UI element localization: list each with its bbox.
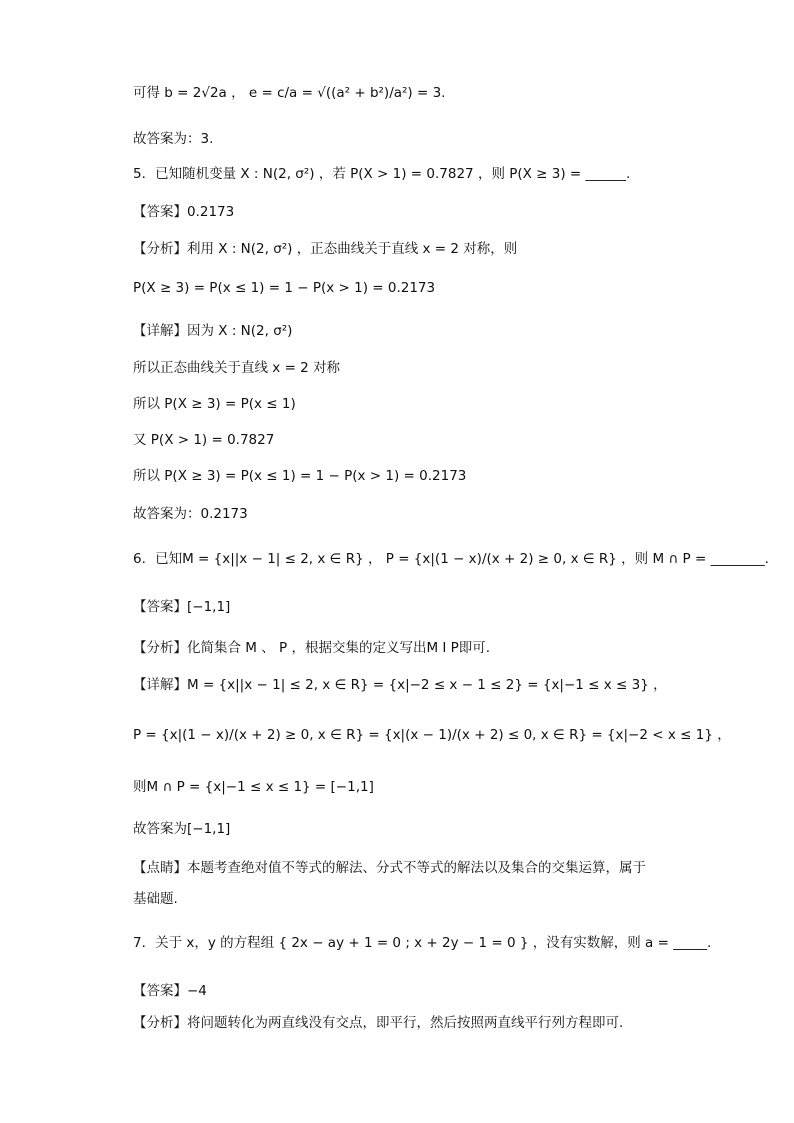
text-line-21: 基础题.	[133, 891, 178, 907]
text-line-15: 【分析】化简集合 M 、 P ，根据交集的定义写出M I P即可.	[133, 640, 491, 656]
text-line-19: 故答案为[−1,1]	[133, 821, 231, 837]
text-line-23: 【答案】−4	[133, 983, 207, 999]
text-line-2: 故答案为：3.	[133, 131, 214, 147]
text-line-4: 【答案】0.2173	[133, 204, 235, 220]
text-line-10: 又 P(X > 1) = 0.7827	[133, 432, 275, 448]
text-line-20: 【点睛】本题考查绝对值不等式的解法、分式不等式的解法以及集合的交集运算，属于	[133, 860, 646, 876]
text-line-18: 则M ∩ P = {x|−1 ≤ x ≤ 1} = [−1,1]	[133, 779, 374, 795]
text-line-12: 故答案为：0.2173	[133, 506, 248, 522]
text-line-11: 所以 P(X ≥ 3) = P(x ≤ 1) = 1 − P(x > 1) = 0.2173	[133, 468, 467, 484]
text-line-5: 【分析】利用 X : N(2, σ²) ，正态曲线关于直线 x = 2 对称，则	[133, 241, 518, 257]
text-line-13: 6．已知M = {x||x − 1| ≤ 2, x ∈ R} ， P = {x|(1 − x)/(x + 2) ≥ 0, x ∈ R} ，则 M ∩ P = ________.	[133, 551, 769, 567]
text-line-8: 所以正态曲线关于直线 x = 2 对称	[133, 360, 341, 376]
text-line-9: 所以 P(X ≥ 3) = P(x ≤ 1)	[133, 396, 296, 412]
text-line-7: 【详解】因为 X : N(2, σ²)	[133, 323, 293, 339]
text-line-17: P = {x|(1 − x)/(x + 2) ≥ 0, x ∈ R} = {x|(x − 1)/(x + 2) ≤ 0, x ∈ R} = {x|−2 < x ≤ 1} ，	[133, 727, 731, 743]
text-line-3: 5．已知随机变量 X : N(2, σ²) ，若 P(X > 1) = 0.7827 ，则 P(X ≥ 3) = ______.	[133, 166, 631, 182]
text-line-24: 【分析】将问题转化为两直线没有交点，即平行，然后按照两直线平行列方程即可.	[133, 1015, 624, 1031]
text-line-6: P(X ≥ 3) = P(x ≤ 1) = 1 − P(x > 1) = 0.2173	[133, 280, 436, 296]
text-line-16: 【详解】M = {x||x − 1| ≤ 2, x ∈ R} = {x|−2 ≤ x − 1 ≤ 2} = {x|−1 ≤ x ≤ 3} ，	[133, 677, 667, 693]
text-line-22: 7．关于 x，y 的方程组 { 2x − ay + 1 = 0 ; x + 2y − 1 = 0 } ，没有实数解，则 a = _____.	[133, 935, 712, 951]
text-line-14: 【答案】[−1,1]	[133, 599, 231, 615]
text-line-1: 可得 b = 2√2a ， e = c/a = √((a² + b²)/a²) = 3.	[133, 85, 446, 101]
